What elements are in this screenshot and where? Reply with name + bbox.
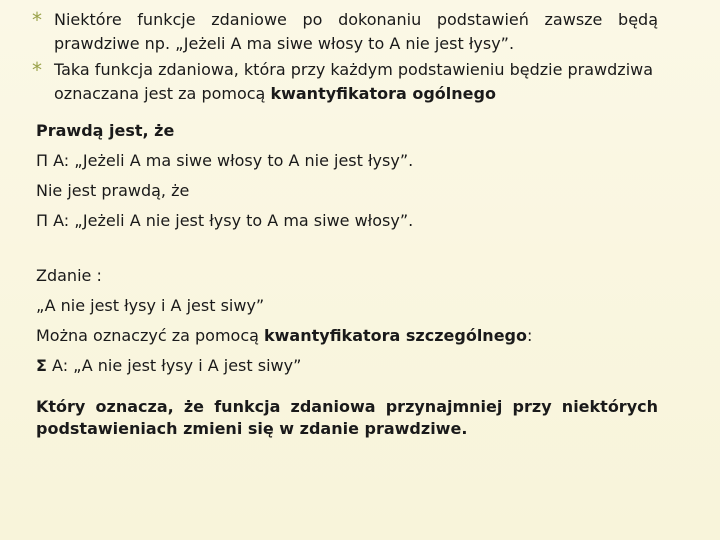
quantifier-note: [36, 324, 658, 354]
true-example: Π A: „Jeżeli A ma siwe włosy to A nie jest łysy”.: [36, 151, 414, 170]
bullet-emphasis: kwantyfikatora ogólnego: [270, 84, 496, 103]
true-heading: Prawdą jest, że: [36, 121, 175, 140]
spacer: [36, 239, 658, 264]
conclusion: Który oznacza, że funkcja zdaniowa przynajmniej przy niektórych podstawieniach zmieni się w zdanie prawdziwe.: [36, 397, 658, 438]
body-text: [36, 119, 658, 438]
bullet-text: Taka funkcja zdaniowa, która przy każdym podstawieniu będzie prawdziwa oznaczana jest za pomocą: [54, 60, 654, 103]
existential-symbol: Σ: [36, 356, 47, 375]
quantifier-note-text: Można oznaczyć za pomocą: [36, 326, 264, 345]
bullet-text: Niektóre funkcje zdaniowe po dokonaniu podstawień zawsze będą prawdziwe np. „Jeżeli A ma siwe włosy to A nie jest łysy”.: [54, 10, 658, 53]
bullet-item: [30, 8, 658, 56]
existential-example: [36, 354, 658, 384]
bullet-marker-icon: *: [32, 8, 42, 32]
false-heading: Nie jest prawdą, że: [36, 181, 190, 200]
bullet-item: [30, 58, 658, 106]
false-example: Π A: „Jeżeli A nie jest łysy to A ma siwe włosy”.: [36, 211, 414, 230]
quantifier-note-colon: :: [526, 326, 533, 345]
quantifier-note-emphasis: kwantyfikatora szczególnego: [264, 326, 527, 345]
sentence: „A nie jest łysy i A jest siwy”: [36, 296, 265, 315]
bullet-list: [30, 8, 658, 106]
sentence-label: Zdanie :: [36, 266, 102, 285]
bullet-marker-icon: *: [32, 58, 42, 82]
existential-example-text: A: „A nie jest łysy i A jest siwy”: [46, 356, 302, 375]
